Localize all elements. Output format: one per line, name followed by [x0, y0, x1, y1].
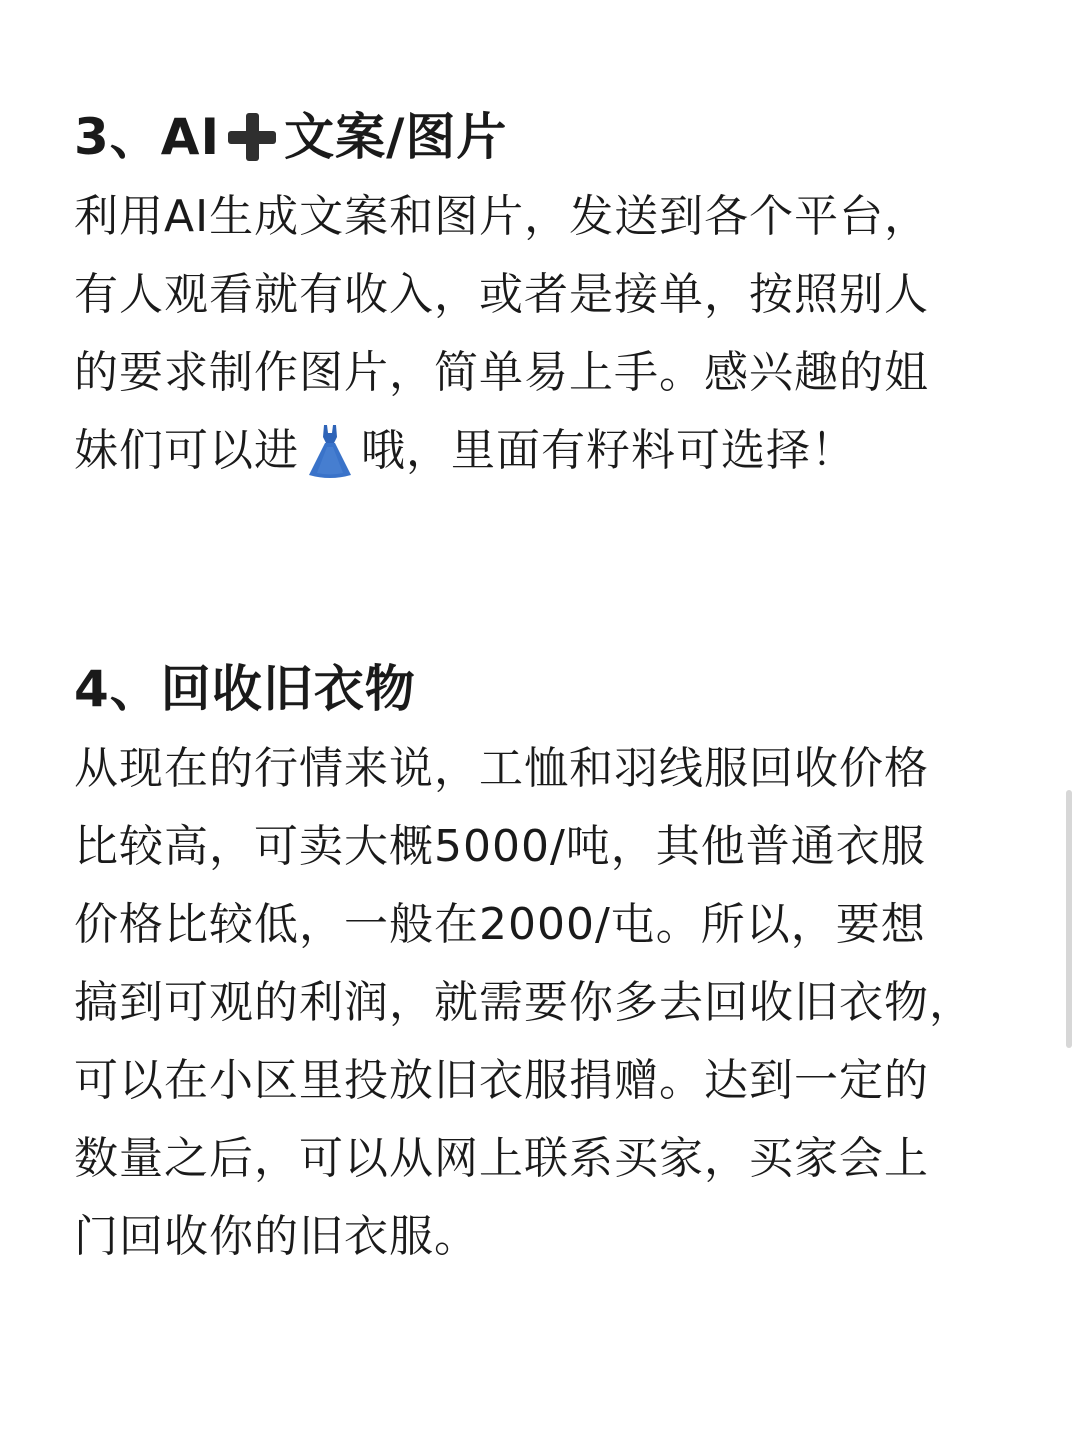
body-line	[74, 412, 1004, 490]
body-line: 比较高，可卖大概5000/吨，其他普通衣服	[74, 821, 926, 872]
body-line: 有人观看就有收入，或者是接单，按照别人	[74, 269, 929, 320]
section-body	[74, 178, 1004, 490]
body-line: 利用AI生成文案和图片，发送到各个平台，	[74, 191, 930, 242]
body-line: 搞到可观的利润，就需要你多去回收旧衣物，	[74, 977, 974, 1028]
section-body	[74, 730, 1004, 1276]
body-line: 的要求制作图片，简单易上手。感兴趣的姐	[74, 347, 929, 398]
body-line: 门回收你的旧衣服。	[74, 1211, 479, 1262]
body-line: 价格比较低，一般在2000/屯。所以，要想	[74, 899, 926, 950]
body-line: 从现在的行情来说，工恤和羽线服回收价格	[74, 743, 929, 794]
heading-prefix: 3、AI	[74, 108, 221, 166]
plus-icon	[224, 109, 280, 165]
body-line: 可以在小区里投放旧衣服捐赠。达到一定的	[74, 1055, 929, 1106]
body-line: 数量之后，可以从网上联系买家，买家会上	[74, 1133, 929, 1184]
heading-suffix: 文案/图片	[284, 108, 508, 166]
section-heading	[74, 100, 1004, 174]
dress-icon	[303, 423, 357, 479]
section-ai-copywriting	[74, 100, 1004, 490]
vertical-scrollbar[interactable]	[1066, 790, 1072, 1048]
line-prefix: 妹们可以进	[74, 425, 299, 476]
line-suffix: 哦，里面有籽料可选择！	[361, 425, 856, 476]
section-recycle-clothes	[74, 652, 1004, 1276]
section-heading: 4、回收旧衣物	[74, 660, 416, 718]
